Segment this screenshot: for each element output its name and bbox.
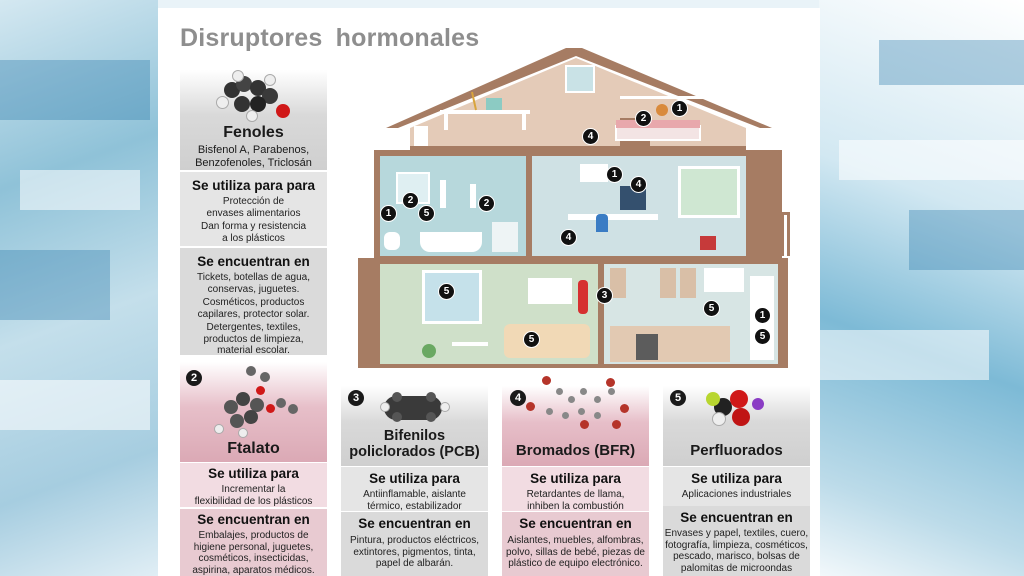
pcb-found-title: Se encuentran en bbox=[358, 516, 471, 531]
perfluorados-found-line: Envases y papel, textiles, cuero, bbox=[664, 528, 809, 539]
fenoles-use-box bbox=[180, 172, 327, 246]
cabinet-icon bbox=[660, 268, 676, 298]
marker-3: 3 bbox=[596, 287, 613, 304]
ftalato-use-box bbox=[180, 463, 327, 507]
number-badge-3: 3 bbox=[348, 390, 364, 406]
fenoles-found-line: productos de limpieza, bbox=[203, 333, 304, 345]
fenoles-use-title: Se utiliza para para bbox=[191, 178, 316, 193]
sofa-icon bbox=[504, 324, 590, 358]
chair-icon bbox=[596, 214, 608, 232]
fenoles-found-line: conservas, juguetes. bbox=[207, 283, 300, 295]
marker-4: 4 bbox=[560, 229, 577, 246]
fenoles-name: Fenoles bbox=[223, 124, 284, 141]
perfluorados-found-box bbox=[663, 506, 810, 576]
marker-5: 5 bbox=[418, 205, 435, 222]
marker-2: 2 bbox=[478, 195, 495, 212]
ftalato-found-box bbox=[180, 509, 327, 576]
washing-machine-icon bbox=[492, 222, 518, 252]
marker-4: 4 bbox=[582, 128, 599, 145]
balcony-railing bbox=[748, 212, 790, 256]
marker-1: 1 bbox=[380, 205, 397, 222]
bfr-found-line: plástico de equipo electrónico. bbox=[508, 558, 643, 569]
fire-extinguisher-icon bbox=[578, 280, 588, 314]
fenoles-found-line: capilares, protector solar. bbox=[197, 308, 310, 320]
marker-4: 4 bbox=[630, 176, 647, 193]
fenoles-use-line: Dan forma y resistencia bbox=[200, 221, 307, 232]
towel-icon bbox=[470, 184, 476, 208]
marker-5: 5 bbox=[754, 328, 771, 345]
ftalato-found-line: higiene personal, juguetes, bbox=[193, 541, 314, 553]
marker-2: 2 bbox=[635, 110, 652, 127]
ftalato-found-title: Se encuentran en bbox=[197, 512, 310, 527]
number-badge-4: 4 bbox=[510, 390, 526, 406]
shelf-icon bbox=[704, 268, 744, 292]
ftalato-use-line: Incrementar la bbox=[221, 484, 286, 495]
fenoles-found-line: Detergentes, textiles, bbox=[206, 322, 301, 333]
pcb-use-line: Antiinflamable, aislante bbox=[363, 489, 466, 500]
pcb-found-box bbox=[341, 512, 488, 576]
house-roof-icon bbox=[380, 44, 780, 154]
ftalato-found-line: aspirina, aparatos médicos. bbox=[192, 564, 315, 576]
oven-icon bbox=[636, 334, 658, 360]
pcb-found-line: Pintura, productos eléctricos, bbox=[350, 535, 479, 546]
pcb-use-title: Se utiliza para bbox=[369, 471, 460, 486]
bfr-found-title: Se encuentran en bbox=[519, 516, 632, 531]
bathtub-icon bbox=[420, 232, 482, 252]
ftalato-use-title: Se utiliza para bbox=[208, 466, 299, 481]
marker-1: 1 bbox=[754, 307, 771, 324]
perfluorados-use-box bbox=[663, 467, 810, 511]
marker-1: 1 bbox=[671, 100, 688, 117]
perfluorados-found-line: fotografía, limpieza, cosméticos, bbox=[665, 539, 808, 551]
bfr-use-box bbox=[502, 467, 649, 511]
window-icon bbox=[678, 166, 740, 218]
fenoles-compounds-line: Benzofenoles, Triclosán bbox=[195, 157, 312, 169]
bfr-use-title: Se utiliza para bbox=[530, 471, 621, 486]
cabinet-icon bbox=[680, 268, 696, 298]
fenoles-found-line: Tickets, botellas de agua, bbox=[196, 272, 311, 283]
plant-icon bbox=[422, 344, 436, 358]
bfr-use-line: Retardantes de llama, bbox=[526, 489, 625, 500]
number-badge-5: 5 bbox=[670, 390, 686, 406]
fenoles-use-line: a los plásticos bbox=[222, 232, 285, 244]
towel-icon bbox=[440, 180, 446, 208]
table-icon bbox=[452, 342, 488, 346]
desk-icon bbox=[568, 214, 658, 220]
kitchen-counter-icon bbox=[610, 326, 730, 362]
ftalato-name: Ftalato bbox=[227, 440, 280, 457]
picture-frame-icon bbox=[528, 278, 572, 304]
bag-icon bbox=[700, 236, 716, 250]
marker-5: 5 bbox=[703, 300, 720, 317]
toilet-icon bbox=[384, 232, 400, 250]
number-badge-2: 2 bbox=[186, 370, 202, 386]
fenoles-found-line: Cosméticos, productos bbox=[202, 297, 305, 308]
map-frame-icon bbox=[580, 164, 608, 182]
background-right bbox=[819, 0, 1024, 576]
ftalato-found-line: Embalajes, productos de bbox=[198, 530, 309, 541]
marker-1: 1 bbox=[606, 166, 623, 183]
marker-2: 2 bbox=[402, 192, 419, 209]
bfr-use-line: inhiben la combustión bbox=[527, 500, 624, 512]
pcb-found-line: papel de albarán. bbox=[375, 558, 454, 569]
ftalato-use-line: flexibilidad de los plásticos bbox=[194, 495, 313, 507]
perfluorados-found-line: palomitas de microondas bbox=[680, 562, 793, 574]
fenoles-found-title: Se encuentran en bbox=[197, 254, 310, 269]
perfluorados-name: Perfluorados bbox=[690, 442, 783, 459]
page-title: Disruptores hormonales bbox=[180, 24, 480, 52]
marker-5: 5 bbox=[438, 283, 455, 300]
bfr-found-line: polvo, sillas de bebé, piezas de bbox=[506, 546, 645, 558]
fenoles-compounds-line: Bisfenol A, Parabenos, bbox=[197, 144, 310, 156]
fenoles-use-line: envases alimentarios bbox=[206, 207, 301, 219]
pcb-name-line: Bifenilos bbox=[383, 428, 446, 444]
bfr-found-box bbox=[502, 512, 649, 576]
marker-5: 5 bbox=[523, 331, 540, 348]
background-left bbox=[0, 0, 158, 576]
bfr-found-line: Aislantes, muebles, alfombras, bbox=[507, 535, 644, 546]
ftalato-found-line: cosméticos, insecticidas, bbox=[198, 553, 309, 564]
perfluorados-found-title: Se encuentran en bbox=[680, 510, 793, 525]
pcb-name-line: policlorados (PCB) bbox=[349, 444, 480, 460]
perfluorados-use-line: Aplicaciones industriales bbox=[681, 489, 792, 500]
perfluorados-found-line: pescado, marisco, bolsas de bbox=[673, 551, 800, 562]
fenoles-found-box bbox=[180, 248, 327, 355]
pcb-found-line: extintores, pigmentos, tinta, bbox=[353, 546, 476, 558]
bfr-name: Bromados (BFR) bbox=[515, 442, 636, 459]
pcb-use-line: térmico, estabilizador bbox=[367, 500, 462, 512]
fenoles-use-line: Protección de bbox=[222, 196, 285, 207]
fenoles-found-line: material escolar. bbox=[217, 345, 290, 356]
pcb-use-box bbox=[341, 467, 488, 511]
perfluorados-use-title: Se utiliza para bbox=[691, 471, 782, 486]
